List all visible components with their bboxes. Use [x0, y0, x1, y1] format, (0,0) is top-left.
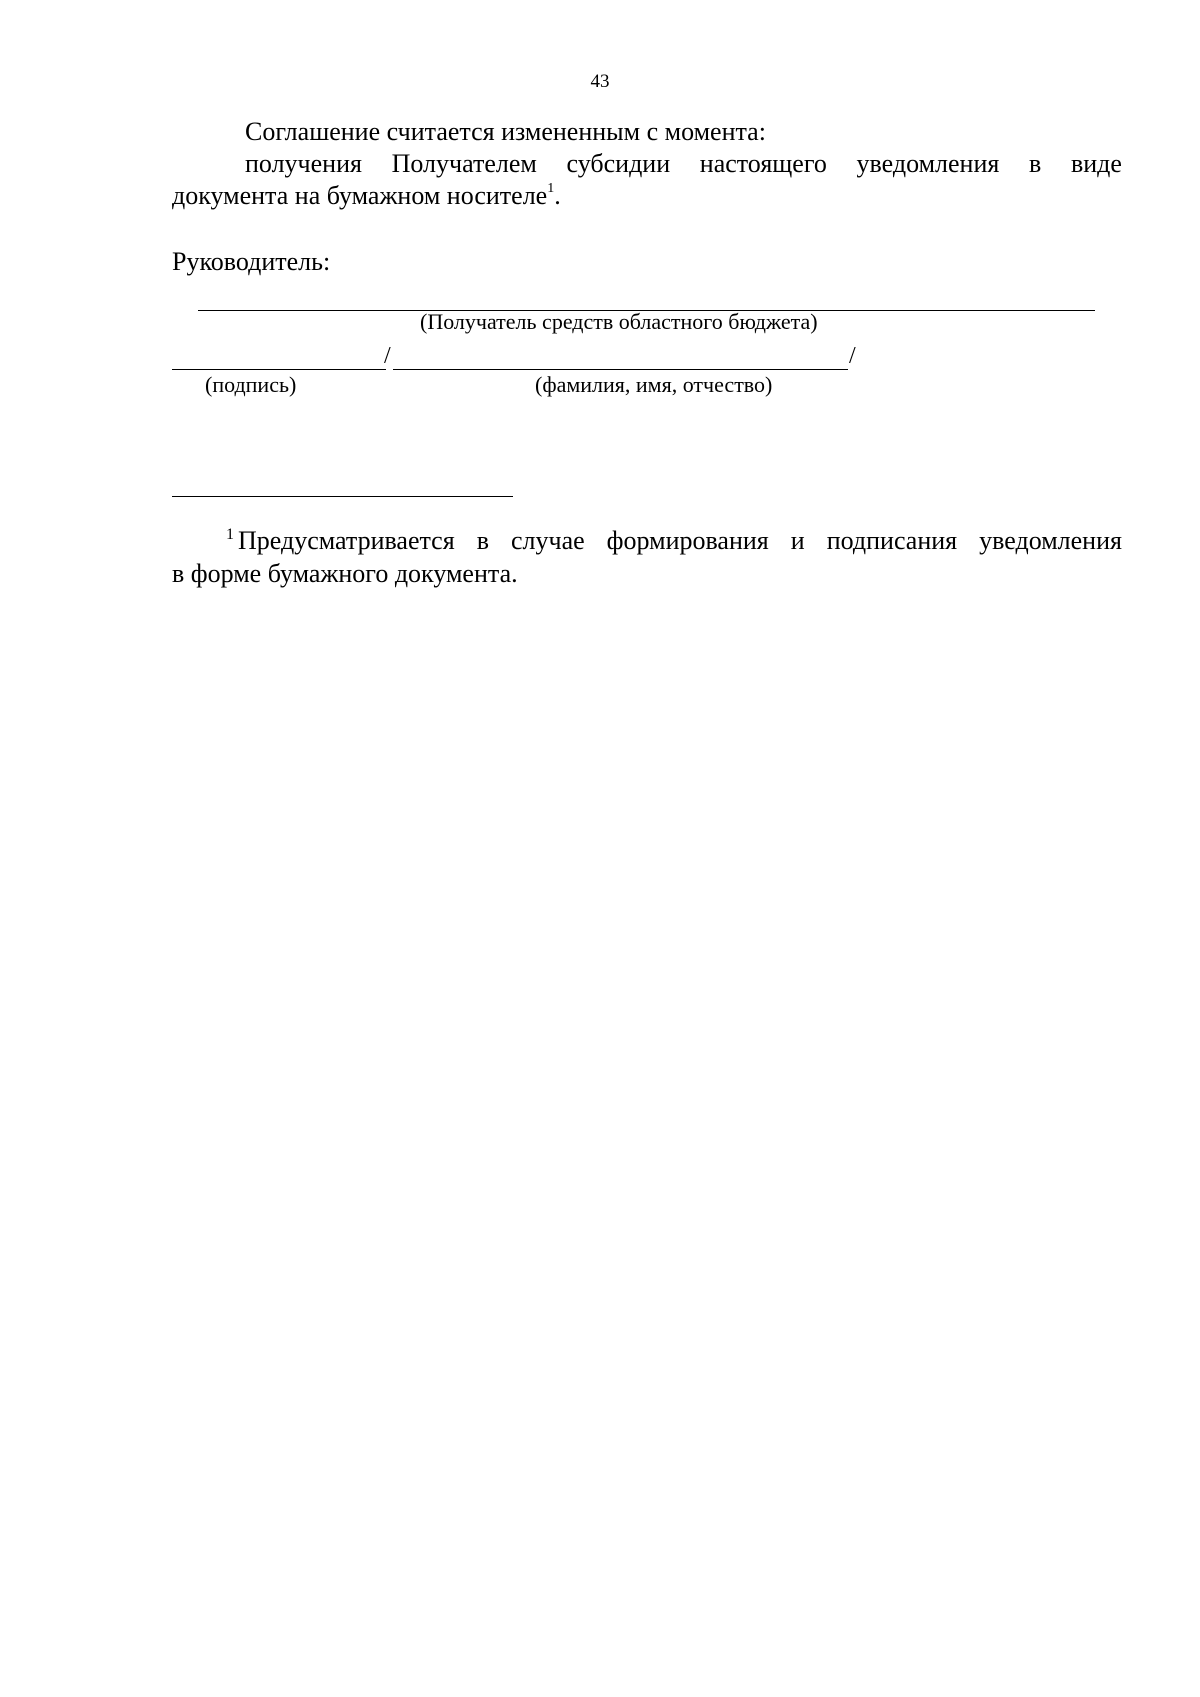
page-number: 43 [590, 71, 610, 92]
word: получения [245, 149, 362, 178]
word: в [476, 526, 489, 555]
word: Получателем [391, 149, 537, 178]
word: формирования [606, 526, 769, 555]
recipient-caption: (Получатель средств областного бюджета) [420, 309, 818, 334]
paper-document-text: документа на бумажном носителе [172, 181, 548, 210]
footnote-reference: 1 [547, 181, 555, 197]
name-caption: (фамилия, имя, отчество) [535, 372, 773, 397]
word: уведомления [856, 149, 1000, 178]
head-label: Руководитель: [172, 247, 331, 276]
paragraph-agreement-changed: Соглашение считается измененным с момента: [245, 117, 766, 146]
paragraph-paper-document [172, 180, 561, 212]
name-line [393, 369, 848, 370]
footnote-first-word [226, 524, 455, 561]
footnote-number: 1 [226, 526, 234, 543]
paragraph-receipt-justified-line [245, 148, 1122, 180]
word: в [1029, 149, 1042, 178]
word: уведомления [979, 526, 1122, 555]
footnote-line-1 [226, 524, 1122, 561]
footnote-line-2: в форме бумажного документа. [172, 559, 518, 588]
period: . [554, 181, 561, 210]
signature-caption: (подпись) [205, 372, 297, 397]
word: подписания [826, 526, 958, 555]
signature-line [172, 369, 386, 370]
word: случае [510, 526, 585, 555]
footnote-separator [172, 496, 513, 497]
word: виде [1070, 149, 1122, 178]
word: Предусматривается [238, 526, 455, 555]
word: субсидии [566, 149, 671, 178]
separator-slash: / [384, 343, 391, 369]
separator-slash: / [849, 343, 856, 369]
word: и [790, 526, 805, 555]
word: настоящего [699, 149, 827, 178]
